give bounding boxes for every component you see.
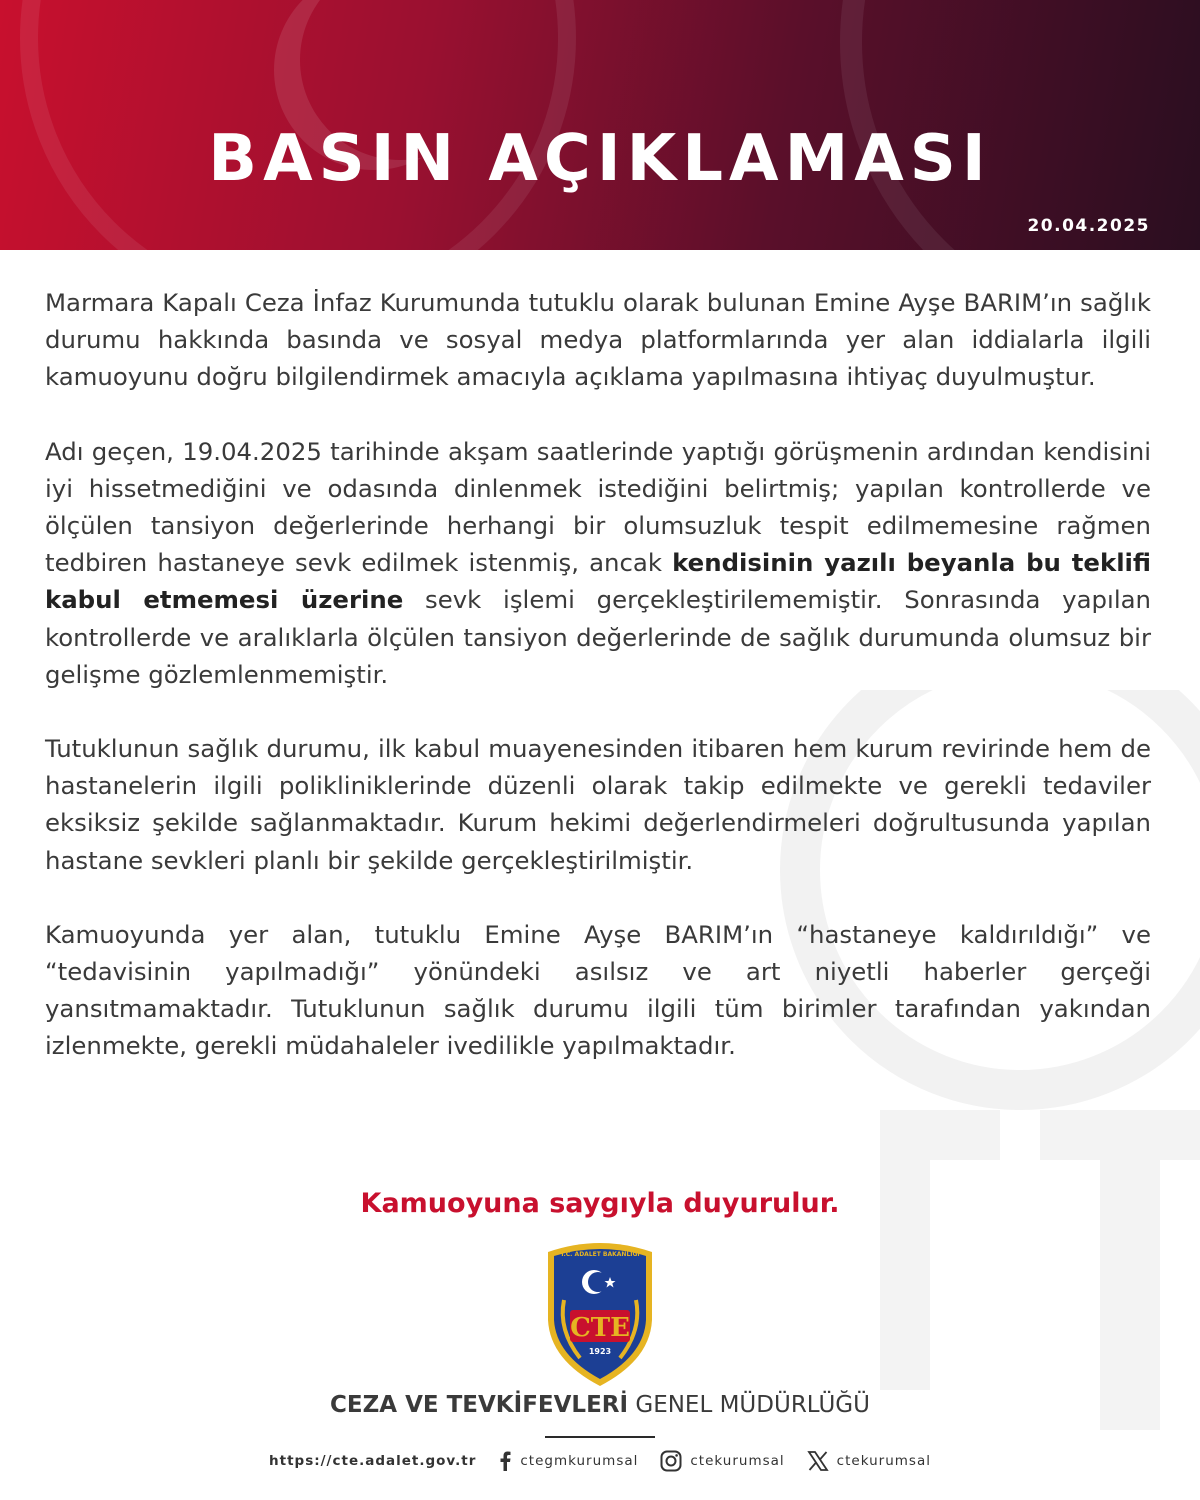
statement-body bbox=[45, 284, 1151, 1102]
website-link[interactable]: https://cte.adalet.gov.tr bbox=[269, 1453, 477, 1469]
footer-divider bbox=[545, 1436, 655, 1438]
page-title: BASIN AÇIKLAMASI bbox=[208, 122, 992, 196]
instagram-link[interactable]: ctekurumsal bbox=[660, 1450, 784, 1472]
emblem-year: 1923 bbox=[588, 1347, 612, 1356]
emphasis-text: kendisinin yazılı beyanla bu teklifi kabul etmemesi üzerine bbox=[45, 548, 1151, 615]
paragraph-3: Tutuklunun sağlık durumu, ilk kabul muayenesinden itibaren hem kurum revirinde hem de hastanelerin ilgili polikliniklerinde düzenli olarak takip edilmekte ve gerekli tedaviler eksiksiz şekilde sağlanmaktadır. Kurum hekimi değerlendirmeleri doğrultusunda yapılan hastane sevkleri planlı bir şekilde gerçekleştirilmiştir. bbox=[45, 734, 1151, 875]
emblem-letters: CTE bbox=[570, 1313, 630, 1343]
emblem-top-text: T.C. ADALET BAKANLIĞI bbox=[560, 1251, 640, 1258]
facebook-link[interactable]: ctegmkurumsal bbox=[498, 1451, 638, 1471]
release-date: 20.04.2025 bbox=[1027, 216, 1150, 236]
instagram-icon bbox=[660, 1450, 682, 1472]
footer-links bbox=[0, 1448, 1200, 1474]
paragraph-2: Adı geçen, 19.04.2025 tarihinde akşam saatlerinde yaptığı görüşmenin ardından kendisini iyi hissetmediğini ve odasında dinlenmek istediğini belirtmiş; yapılan kontrollerde ve ölçülen tansiyon değerlerinde herhangi bir olumsuzluk tespit edilmemesine rağmen tedbiren hastaneye sevk edilmek istenmiş, ancak kendisinin yazılı beyanla bu teklifi kabul etmemesi üzerine sevk işlemi gerçekleştirilememiştir. Sonrasında yapılan kontrollerde ve aralıklarla ölçülen tansiyon değerlerinde de sağlık durumunda olumsuz bir gelişme gözlemlenmemiştir. bbox=[45, 436, 1151, 689]
cte-emblem-logo bbox=[540, 1240, 660, 1388]
header-banner bbox=[0, 0, 1200, 250]
paragraph-1: Marmara Kapalı Ceza İnfaz Kurumunda tutuklu olarak bulunan Emine Ayşe BARIM’ın sağlık durumu hakkında basında ve sosyal medya platformlarında yer alan iddialarla ilgili kamuoyunu doğru bilgilendirmek amacıyla açıklama yapılmasına ihtiyaç duyulmuştur. bbox=[45, 288, 1151, 392]
x-icon bbox=[807, 1450, 829, 1472]
facebook-icon bbox=[498, 1451, 512, 1471]
paragraph-4: Kamuoyunda yer alan, tutuklu Emine Ayşe BARIM’ın “hastaneye kaldırıldığı” ve “tedavisinin yapılmadığı” yönündeki asılsız ve art niyetli haberler gerçeği yansıtmamaktadır. Tutuklunun sağlık durumu ilgili tüm birimler tarafından yakından izlenmekte, gerekli müdahaleler ivedilikle yapılmaktadır. bbox=[45, 919, 1151, 1061]
closing-line: Kamuoyuna saygıyla duyurulur. bbox=[360, 1188, 840, 1219]
organization-name: CEZA VE TEVKİFEVLERİ GENEL MÜDÜRLÜĞÜ bbox=[330, 1392, 870, 1418]
x-link[interactable]: ctekurumsal bbox=[807, 1450, 931, 1472]
